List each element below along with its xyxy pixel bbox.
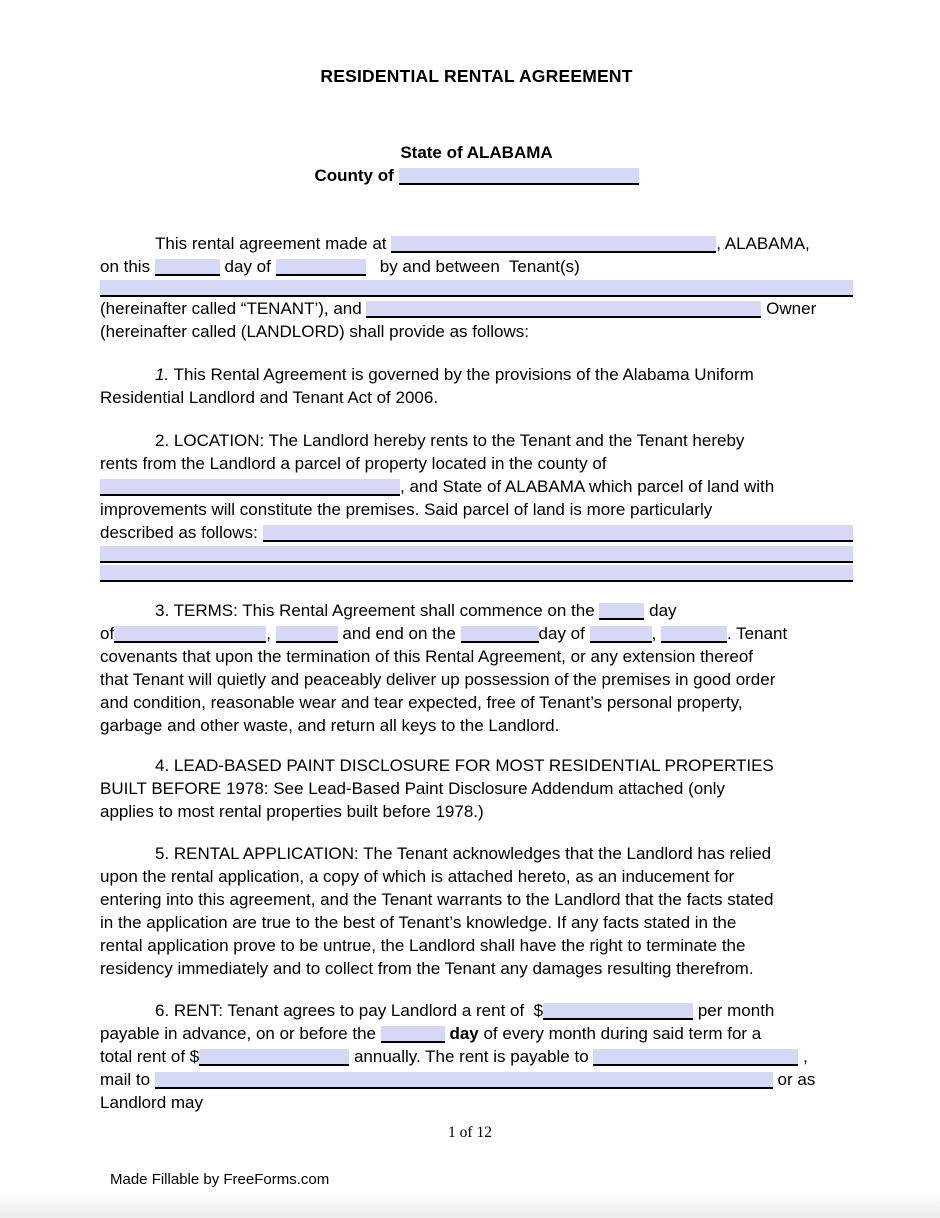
text-line xyxy=(100,1045,853,1068)
tenant-names-field[interactable] xyxy=(100,280,853,297)
text-line xyxy=(100,754,853,777)
county-field[interactable] xyxy=(399,168,639,185)
text-run: improvements will constitute the premises. Said parcel of land is more particularly xyxy=(100,500,713,519)
intro-paragraph xyxy=(100,232,853,343)
clause-3-terms xyxy=(100,599,853,737)
end-month-field[interactable] xyxy=(590,626,652,643)
monthly-rent-amount-field[interactable] xyxy=(543,1003,693,1020)
agreement-month-field[interactable] xyxy=(276,259,366,276)
text-line xyxy=(100,934,853,957)
text-line xyxy=(100,297,853,320)
text-run: described as follows: xyxy=(100,523,263,542)
text-run: , xyxy=(266,624,276,643)
text-run: and condition, reasonable wear and tear expected, free of Tenant’s personal property, xyxy=(100,693,743,712)
text-run: Landlord may xyxy=(100,1093,204,1112)
landlord-name-field[interactable] xyxy=(366,301,761,318)
county-label: County of xyxy=(314,166,399,185)
text-line xyxy=(100,1091,853,1114)
text-run: 5. RENTAL APPLICATION: The Tenant acknowledges that the Landlord has relied xyxy=(155,844,772,863)
text-line xyxy=(100,865,853,888)
text-run: day of xyxy=(219,257,276,276)
text-run: annually. The rent is payable to xyxy=(349,1047,594,1066)
text-run: , xyxy=(651,624,662,643)
text-run: total rent of $ xyxy=(100,1047,200,1066)
clause-1-governing-law xyxy=(100,363,853,409)
agreement-day-field[interactable] xyxy=(155,259,220,276)
text-run: BUILT BEFORE 1978: See Lead-Based Paint Disclosure Addendum attached (only xyxy=(100,779,725,798)
text-line xyxy=(100,278,853,297)
end-day-field[interactable] xyxy=(461,626,539,643)
text-run: (hereinafter called (LANDLORD) shall provide as follows: xyxy=(100,322,529,341)
rent-due-day-field[interactable] xyxy=(381,1026,445,1043)
clause-5-rental-application xyxy=(100,842,853,980)
credit-line: Made Fillable by FreeForms.com xyxy=(110,1171,330,1188)
commence-month-field[interactable] xyxy=(114,626,266,643)
text-run: This Rental Agreement is governed by the provisions of the Alabama Uniform xyxy=(169,365,754,384)
county-line xyxy=(100,164,853,187)
annual-rent-amount-field[interactable] xyxy=(199,1049,349,1066)
text-run: and end on the xyxy=(337,624,461,643)
text-line xyxy=(100,622,853,645)
text-run: covenants that upon the termination of this Rental Agreement, or any extension thereof xyxy=(100,647,754,666)
text-run: applies to most rental properties built before 1978.) xyxy=(100,802,484,821)
text-run: on this xyxy=(100,257,155,276)
text-line xyxy=(100,957,853,980)
text-run: garbage and other waste, and return all keys to the Landlord. xyxy=(100,716,560,735)
page-number: 1 of 12 xyxy=(448,1124,492,1141)
property-county-field[interactable] xyxy=(100,479,400,496)
document-body xyxy=(100,232,853,1114)
document-content xyxy=(0,64,940,1114)
text-run: day xyxy=(449,1024,479,1043)
text-run: in the application are true to the best of Tenant’s knowledge. If any facts stated in the xyxy=(100,913,737,932)
clause-2-location xyxy=(100,429,853,582)
text-line xyxy=(100,563,853,582)
clause-6-rent xyxy=(100,999,853,1114)
text-line xyxy=(100,544,853,563)
text-run: (hereinafter called “TENANT’), and xyxy=(100,299,367,318)
text-line xyxy=(100,777,853,800)
text-line xyxy=(100,452,853,475)
text-line xyxy=(100,475,853,498)
text-run: upon the rental application, a copy of which is attached hereto, as an inducement for xyxy=(100,867,735,886)
text-run: 3. TERMS: This Rental Agreement shall commence on the xyxy=(155,601,600,620)
text-line xyxy=(100,800,853,823)
property-description-field-3[interactable] xyxy=(100,565,853,582)
text-run: 1. xyxy=(155,365,170,384)
text-line xyxy=(100,911,853,934)
text-line xyxy=(100,999,853,1022)
text-line xyxy=(100,668,853,691)
text-line xyxy=(100,320,853,343)
rent-mailing-address-field[interactable] xyxy=(155,1072,773,1089)
text-run: 4. LEAD-BASED PAINT DISCLOSURE FOR MOST RESIDENTIAL PROPERTIES xyxy=(155,756,774,775)
text-run: day xyxy=(644,601,677,620)
text-run: of xyxy=(100,624,115,643)
text-line xyxy=(100,1022,853,1045)
text-run: entering into this agreement, and the Tenant warrants to the Landlord that the facts stated xyxy=(100,890,774,909)
text-line xyxy=(100,714,853,737)
text-run: , and State of ALABAMA which parcel of land with xyxy=(400,477,775,496)
text-line xyxy=(100,1068,853,1091)
text-line xyxy=(100,429,853,452)
text-line xyxy=(100,842,853,865)
text-run: , xyxy=(798,1047,808,1066)
text-run: This rental agreement made at xyxy=(155,234,392,253)
text-run: 6. RENT: Tenant agrees to pay Landlord a rent of $ xyxy=(155,1001,544,1020)
text-run: rents from the Landlord a parcel of property located in the county of xyxy=(100,454,607,473)
text-run: Owner xyxy=(761,299,817,318)
made-at-city-field[interactable] xyxy=(391,236,716,253)
text-run: . Tenant xyxy=(727,624,788,643)
text-run: or as xyxy=(772,1070,816,1089)
text-run: per month xyxy=(693,1001,775,1020)
property-description-field-2[interactable] xyxy=(100,546,853,563)
text-line xyxy=(100,232,853,255)
text-run: residency immediately and to collect from the Tenant any damages resulting therefrom. xyxy=(100,959,754,978)
text-run: mail to xyxy=(100,1070,155,1089)
page-title: RESIDENTIAL RENTAL AGREEMENT xyxy=(320,66,633,86)
text-line xyxy=(100,255,853,278)
text-run: of every month during said term for a xyxy=(478,1024,762,1043)
state-line: State of ALABAMA xyxy=(400,143,553,162)
commence-day-field[interactable] xyxy=(599,603,644,620)
page-bottom-edge xyxy=(0,1194,940,1218)
text-run: day of xyxy=(538,624,590,643)
text-run: 2. LOCATION: The Landlord hereby rents to the Tenant and the Tenant hereby xyxy=(155,431,745,450)
text-run: payable in advance, on or before the xyxy=(100,1024,381,1043)
property-description-field-1[interactable] xyxy=(263,525,853,542)
text-line xyxy=(100,645,853,668)
text-line xyxy=(100,888,853,911)
text-line xyxy=(100,386,853,409)
text-run: by and between Tenant(s) xyxy=(365,257,580,276)
rent-payable-to-field[interactable] xyxy=(593,1049,798,1066)
text-line xyxy=(100,363,853,386)
text-run: Residential Landlord and Tenant Act of 2006. xyxy=(100,388,439,407)
clause-4-lead-paint xyxy=(100,754,853,823)
text-run: rental application prove to be untrue, the Landlord shall have the right to terminate the xyxy=(100,936,746,955)
text-run: , ALABAMA, xyxy=(716,234,810,253)
text-line xyxy=(100,521,853,544)
text-run: that Tenant will quietly and peaceably deliver up possession of the premises in good order xyxy=(100,670,776,689)
text-line xyxy=(100,498,853,521)
end-year-field[interactable] xyxy=(661,626,727,643)
text-line xyxy=(100,691,853,714)
text-line xyxy=(100,599,853,622)
commence-year-field[interactable] xyxy=(276,626,338,643)
